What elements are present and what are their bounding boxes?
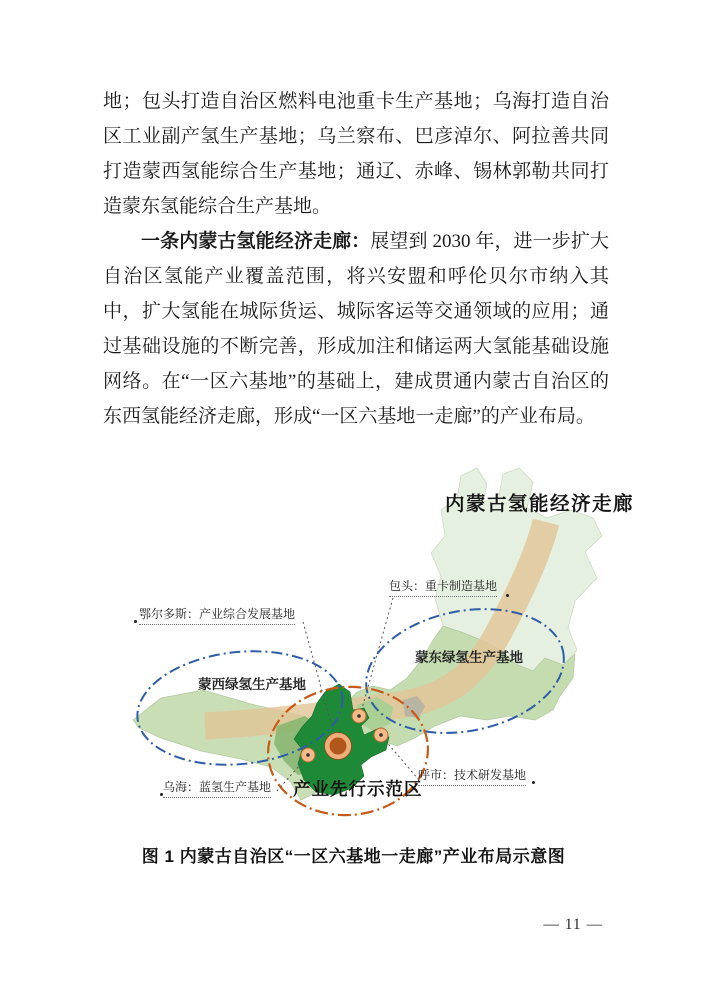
hushi-leader-dot bbox=[532, 781, 535, 784]
hushi-label: 呼市：技术研发基地 bbox=[418, 766, 526, 786]
baotou-leader-dot bbox=[506, 594, 509, 597]
paragraph-2-lead: 一条内蒙古氢能经济走廊： bbox=[141, 231, 371, 252]
paragraph-2-text: 展望到 2030 年，进一步扩大自治区氢能产业覆盖范围，将兴安盟和呼伦贝尔市纳入其中，扩大氢能在城际货运、城际客运等交通领域的应用；通过基础设施的不断完善，形成加注和储运两大氢能基础设施网络。在“一区六基地”的基础上，建成贯通内蒙古自治区的东西氢能经济走廊，形成“一区六基地一走廊”的产业布局。 bbox=[103, 231, 609, 427]
wuhai-leader-dot bbox=[160, 793, 163, 796]
paragraph-1-text: 地；包头打造自治区燃料电池重卡生产基地；乌海打造自治区工业副产氢生产基地；乌兰察布、巴彦淖尔、阿拉善共同打造蒙西氢能综合生产基地；通辽、赤峰、锡林郭勒共同打造蒙东氢能综合生产基地。 bbox=[103, 91, 609, 217]
paragraph-2 bbox=[103, 224, 609, 434]
page-number: — 11 — bbox=[543, 916, 603, 933]
mengdong-label: 蒙东绿氢生产基地 bbox=[415, 650, 523, 665]
city-marker-hushi-dot bbox=[379, 733, 383, 737]
figure-caption-text: 图 1 内蒙古自治区“一区六基地一走廊”产业布局示意图 bbox=[141, 847, 566, 866]
body-text bbox=[103, 84, 609, 434]
hushi-leader-line bbox=[384, 739, 419, 780]
map-title: 内蒙古氢能经济走廊 bbox=[445, 493, 635, 515]
baotou-label: 包头：重卡制造基地 bbox=[389, 577, 497, 597]
wuhai-label: 乌海：蓝氢生产基地 bbox=[163, 778, 271, 798]
city-marker-wuhai-dot bbox=[306, 753, 310, 757]
demo-zone-label: 产业先行示范区 bbox=[293, 779, 423, 799]
city-marker-hohhot-inner bbox=[330, 738, 347, 755]
map-figure bbox=[105, 458, 635, 826]
mengxi-label: 蒙西绿氢生产基地 bbox=[198, 677, 306, 692]
city-marker-baotou-dot bbox=[357, 714, 361, 718]
ordos-label: 鄂尔多斯：产业综合发展基地 bbox=[139, 605, 295, 625]
paragraph-1 bbox=[103, 84, 609, 224]
ordos-leader-dot bbox=[134, 620, 137, 623]
figure-caption bbox=[0, 842, 707, 867]
